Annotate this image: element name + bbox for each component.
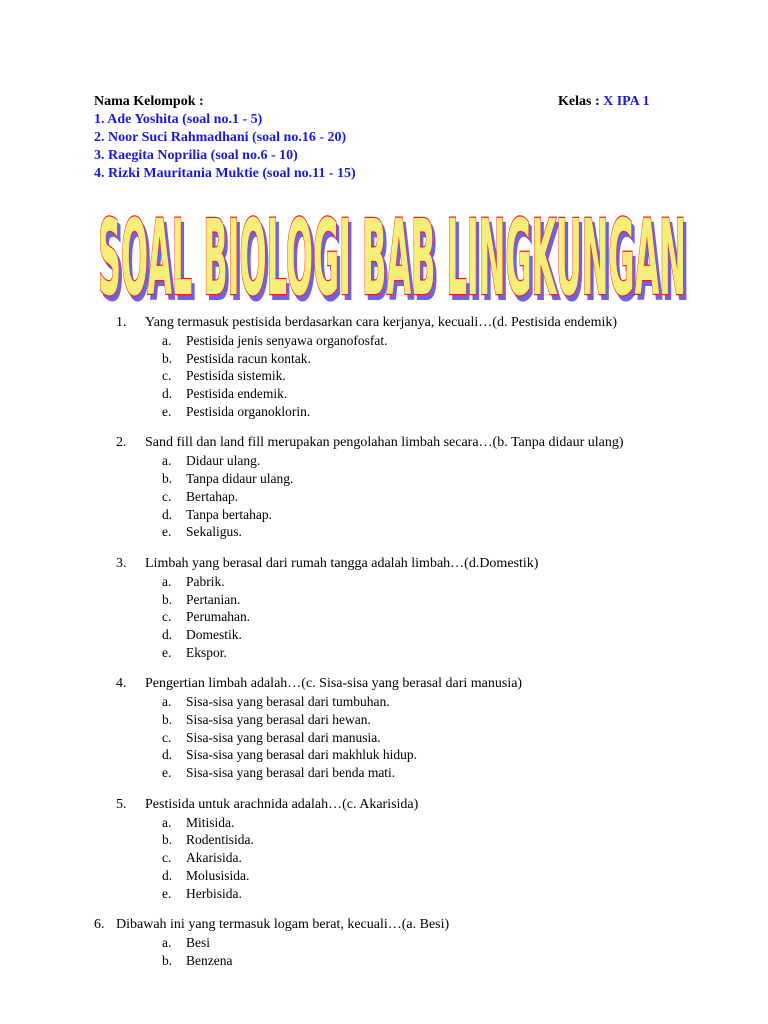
class-label: Kelas : [558,94,600,109]
option-letter: b. [162,952,173,968]
question-text: Yang termasuk pestisida berdasarkan cara kerjanya, kecuali…(d. Pestisida endemik) [145,315,618,330]
option-text: Pestisida organoklorin. [186,403,311,419]
option-item [0,332,768,350]
option-item [0,867,768,885]
option-letter: e. [162,765,172,781]
question-number: 1. [116,315,127,330]
option-text: Akarisida. [186,850,242,866]
option-text: Sisa-sisa yang berasal dari benda mati. [186,765,396,781]
option-letter: e. [162,885,172,901]
question-list [0,314,768,984]
option-letter: a. [162,814,172,830]
question-text: Pestisida untuk arachnida adalah…(c. Akarisida) [145,796,419,812]
option-text: Ekspor. [186,644,227,660]
option-text: Didaur ulang. [186,453,261,469]
group-member-4: 4. Rizki Mauritania Muktie (soal no.11 - 15) [94,166,356,181]
option-letter: a. [162,333,172,348]
wordart-title [92,190,692,302]
option-item [0,506,768,524]
option-letter: b. [162,591,173,607]
option-letter: a. [162,453,172,469]
option-letter: b. [162,350,173,366]
question-1 [0,314,768,420]
option-letter: c. [162,368,172,384]
wordart-title-graphic [92,190,692,302]
question-text: Pengertian limbah adalah…(c. Sisa-sisa yang berasal dari manusia) [145,676,523,692]
option-text: Sisa-sisa yang berasal dari makhluk hidup. [186,747,417,763]
option-letter: a. [162,935,172,951]
group-name-label: Nama Kelompok : [94,94,204,109]
option-letter: a. [162,573,172,589]
option-letter: b. [162,712,173,727]
option-letter: e. [162,524,172,540]
option-text: Sisa-sisa yang berasal dari tumbuhan. [186,694,390,710]
option-text: Domestik. [186,626,242,642]
option-item [0,470,768,488]
option-letter: d. [162,506,173,522]
option-item [0,711,768,729]
option-text: Tanpa didaur ulang. [186,471,294,487]
option-letter: b. [162,471,173,487]
group-member-1: 1. Ade Yoshita (soal no.1 - 5) [94,112,263,127]
option-text: Pestisida sistemik. [186,368,286,384]
option-item [0,367,768,385]
option-item [0,934,768,952]
class-value: X IPA 1 [603,94,650,109]
option-text: Pestisida endemik. [186,386,288,402]
question-number: 6. [94,917,105,933]
option-text: Sisa-sisa yang berasal dari manusia. [186,729,381,745]
option-letter: c. [162,729,172,745]
option-item [0,403,768,421]
option-text: Perumahan. [186,609,251,625]
option-text: Benzena [186,952,233,968]
group-member-3: 3. Raegita Noprilia (soal no.6 - 10) [94,148,298,163]
option-item [0,814,768,832]
option-text: Besi [186,935,211,951]
option-item [0,831,768,849]
option-item [0,885,768,903]
option-item [0,764,768,782]
option-item [0,385,768,403]
question-6 [0,916,768,969]
option-letter: d. [162,867,173,883]
option-letter: e. [162,644,172,660]
question-text: Limbah yang berasal dari rumah tangga adalah limbah…(d.Domestik) [145,555,539,571]
title-text: SOAL BIOLOGI BAB LINGKUNGAN [98,197,686,302]
question-text: Dibawah ini yang termasuk logam berat, kecuali…(a. Besi) [116,917,450,933]
option-letter: d. [162,386,173,402]
option-item [0,644,768,662]
option-letter: d. [162,747,173,763]
option-letter: c. [162,850,172,866]
option-text: Bertahap. [186,488,239,504]
option-item [0,452,768,470]
group-member-2: 2. Noor Suci Rahmadhani (soal no.16 - 20) [94,130,347,145]
question-number: 4. [116,676,127,692]
option-item [0,729,768,747]
option-item [0,952,768,970]
option-text: Sekaligus. [186,524,242,540]
option-text: Tanpa bertahap. [186,506,273,522]
option-item [0,746,768,764]
option-letter: b. [162,832,173,848]
option-text: Pestisida jenis senyawa organofosfat. [186,333,388,348]
option-item [0,693,768,711]
option-item [0,573,768,591]
question-text: Sand fill dan land fill merupakan pengolahan limbah secara…(b. Tanpa didaur ulang) [145,435,624,451]
option-item [0,488,768,506]
option-item [0,591,768,609]
option-text: Pestisida racun kontak. [186,350,311,366]
option-text: Herbisida. [186,885,242,901]
option-letter: c. [162,609,172,625]
option-text: Sisa-sisa yang berasal dari hewan. [186,712,371,727]
option-text: Mitisida. [186,814,235,830]
question-4 [0,675,768,781]
option-item [0,849,768,867]
option-item [0,608,768,626]
class-info [558,93,650,111]
option-text: Molusisida. [186,867,250,883]
option-item [0,350,768,368]
option-letter: c. [162,488,172,504]
question-number: 2. [116,435,127,451]
option-text: Rodentisida. [186,832,254,848]
question-number: 5. [116,796,127,812]
question-3 [0,555,768,661]
option-letter: e. [162,403,172,419]
question-2 [0,434,768,540]
option-item [0,626,768,644]
option-letter: a. [162,694,172,710]
option-letter: d. [162,626,173,642]
question-number: 3. [116,555,127,571]
option-text: Pertanian. [186,591,241,607]
question-5 [0,796,768,902]
option-text: Pabrik. [186,573,225,589]
option-item [0,523,768,541]
title-shadow: SOAL BIOLOGI BAB LINGKUNGAN [101,202,689,302]
